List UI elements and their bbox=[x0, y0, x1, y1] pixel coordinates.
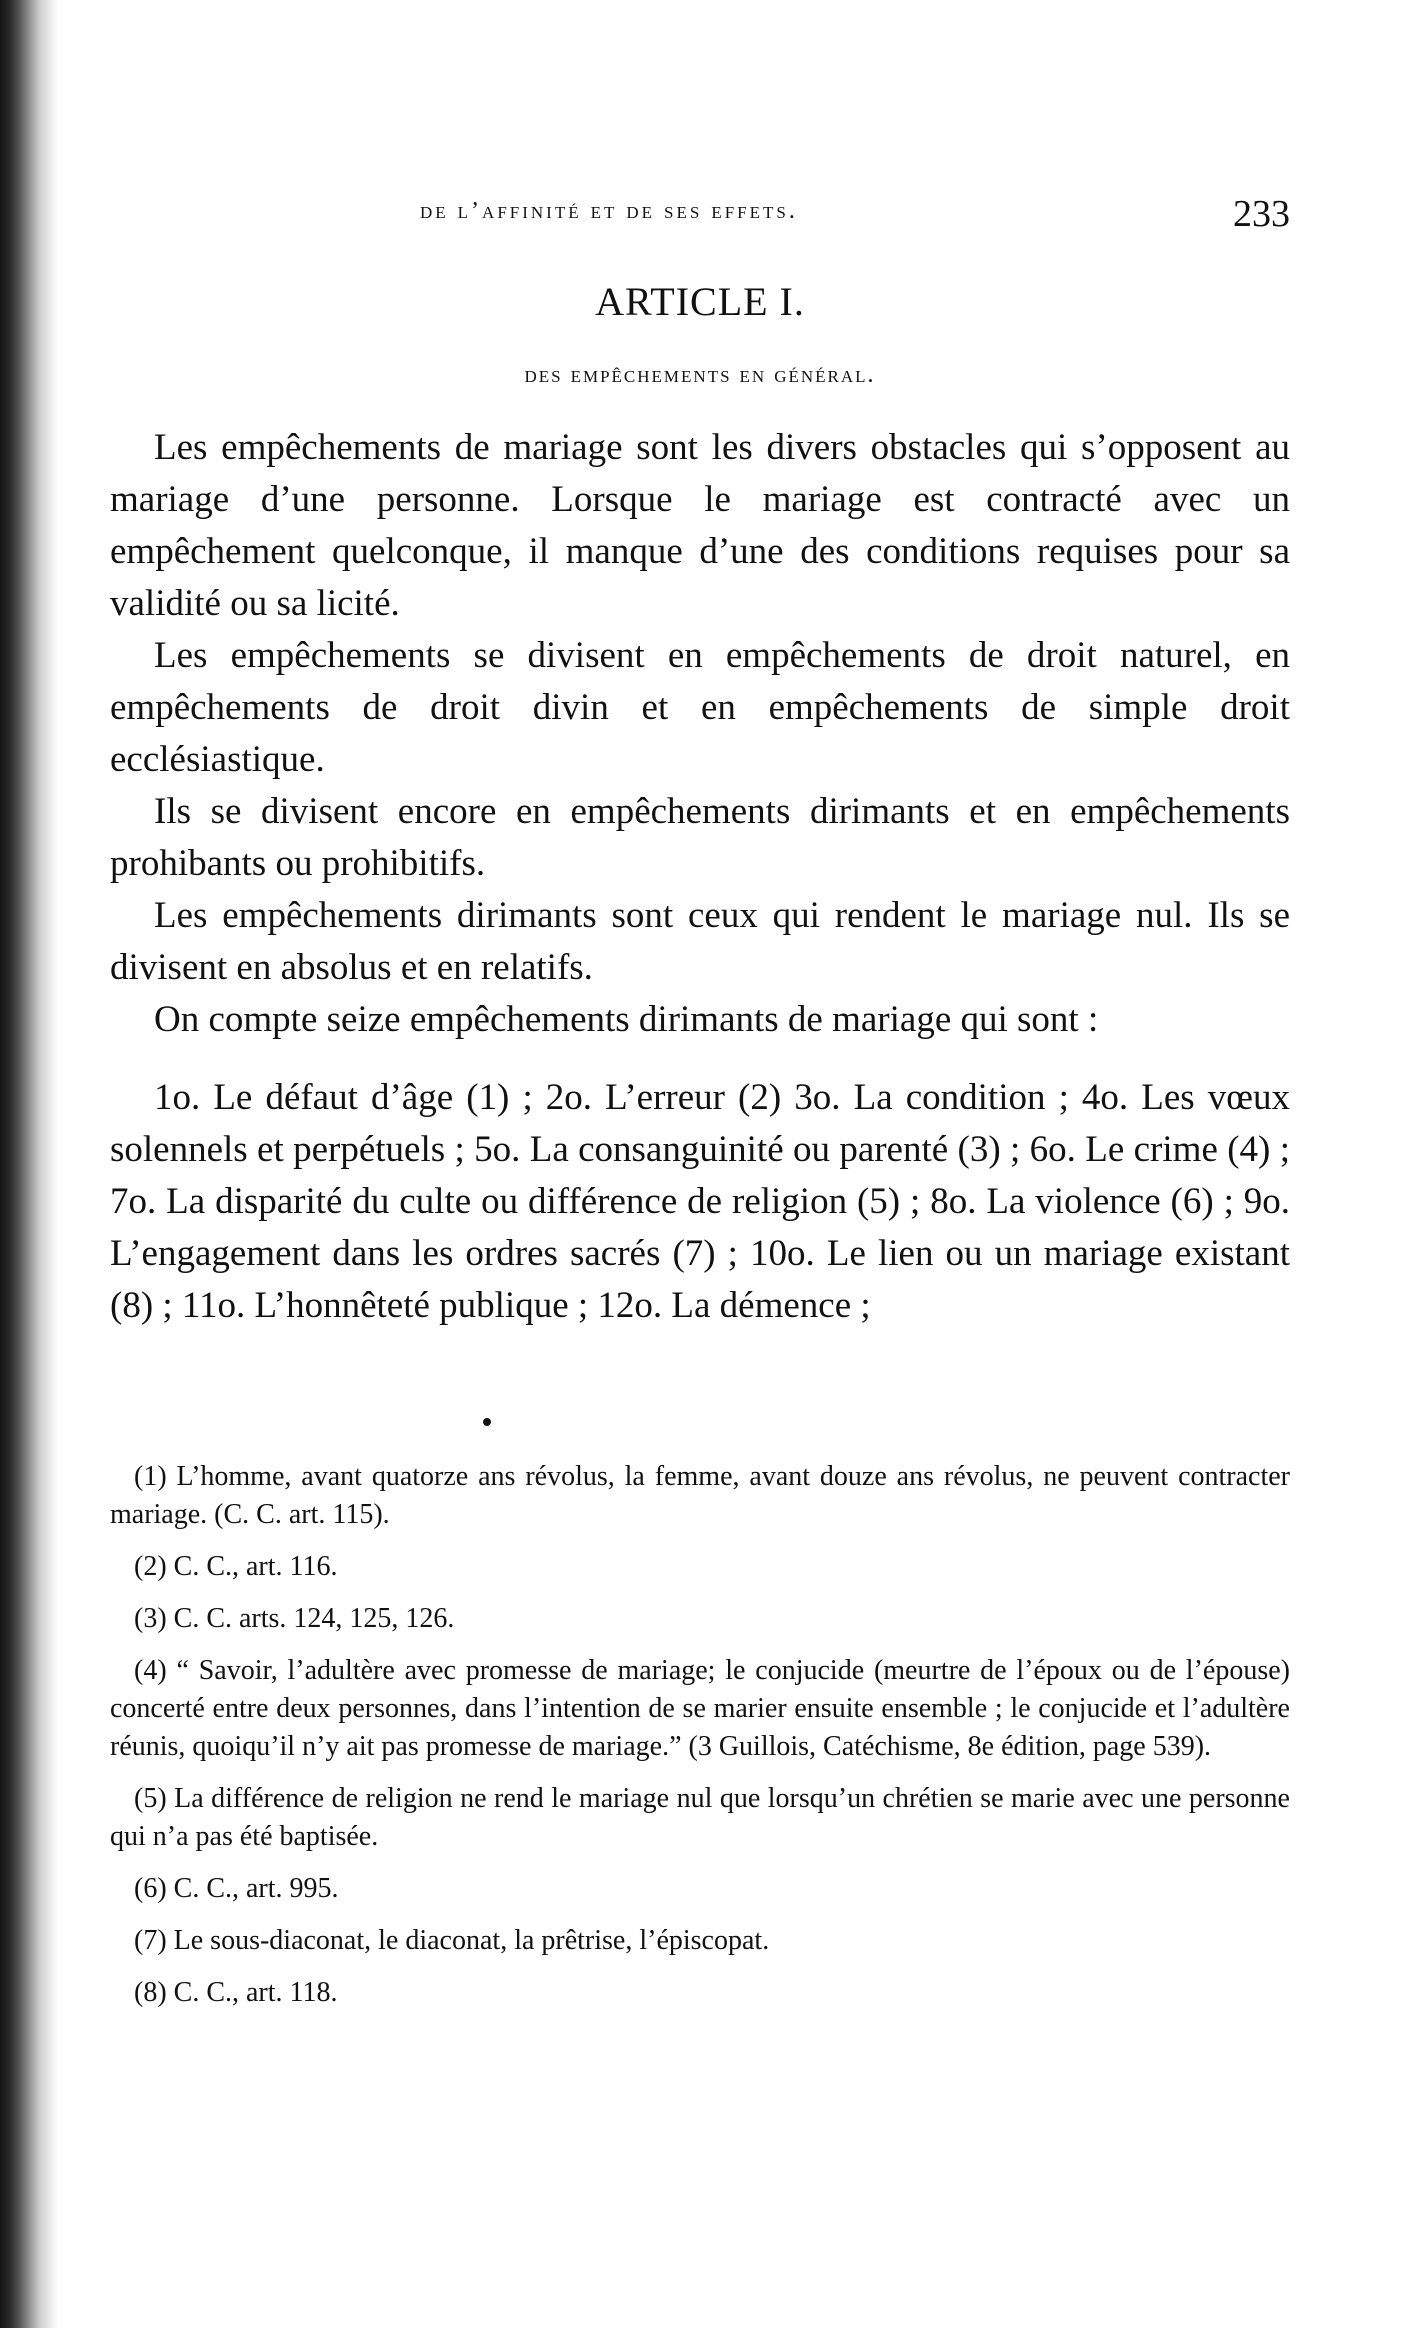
paragraph: Les empêchements de mariage sont les divers obstacles qui s’opposent au mariage d’une personne. Lorsque le mariage est contracté avec un empêchement quelconque, il manque d’une des conditions requises pour sa validité ou sa licité. bbox=[110, 427, 1290, 624]
running-title: de l’affinité et de ses effets. bbox=[420, 198, 798, 224]
footnote: (1) L’homme, avant quatorze ans révolus, la femme, avant douze ans révolus, ne peuvent contracter mariage. (C. C. art. 115). bbox=[110, 1461, 1290, 1530]
footnote: (4) “ Savoir, l’adultère avec promesse de mariage; le conjucide (meurtre de l’époux ou de l’épouse) concerté entre deux personnes, dans l’intention de se marier ensuite ensemble ; le conjucide et l’adultère réunis, quoiqu’il n’y ait pas promesse de mariage.” (3 Guillois, Catéchisme, 8e édition, page 539). bbox=[110, 1655, 1290, 1762]
paragraph: On compte seize empêchements dirimants de mariage qui sont : bbox=[154, 999, 1099, 1040]
article-heading: ARTICLE I. bbox=[595, 279, 805, 324]
page-number: 233 bbox=[1233, 193, 1290, 235]
footnote: (2) C. C., art. 116. bbox=[134, 1551, 338, 1582]
footnotes bbox=[110, 1458, 1290, 2026]
body-text bbox=[110, 422, 1290, 1332]
footnote: (5) La différence de religion ne rend le mariage nul que lorsqu’un chrétien se marie avec une personne qui n’a pas été baptisée. bbox=[110, 1783, 1290, 1852]
running-head bbox=[110, 192, 1290, 235]
paragraph: Les empêchements se divisent en empêchements de droit naturel, en empêchements de droit divin et en empêchements de simple droit ecclésiastique. bbox=[110, 635, 1290, 780]
footnote: (3) C. C. arts. 124, 125, 126. bbox=[134, 1603, 455, 1634]
page-binding-shadow bbox=[0, 0, 58, 2328]
paragraph: Les empêchements dirimants sont ceux qui rendent le mariage nul. Ils se divisent en absolus et en relatifs. bbox=[110, 895, 1290, 988]
ink-dot bbox=[483, 1418, 491, 1426]
footnote: (6) C. C., art. 995. bbox=[134, 1873, 339, 1904]
footnote: (7) Le sous-diaconat, le diaconat, la prêtrise, l’épiscopat. bbox=[134, 1925, 770, 1956]
section-heading: des empêchements en général. bbox=[524, 362, 876, 388]
book-page bbox=[110, 0, 1290, 2328]
footnote: (8) C. C., art. 118. bbox=[134, 1977, 338, 2008]
paragraph: Ils se divisent encore en empêchements dirimants et en empêchements prohibants ou prohibitifs. bbox=[110, 791, 1290, 884]
impediments-list-paragraph: 1o. Le défaut d’âge (1) ; 2o. L’erreur (2) 3o. La condition ; 4o. Les vœux solennels et perpétuels ; 5o. La consanguinité ou parenté (3) ; 6o. Le crime (4) ; 7o. La disparité du culte ou différence de religion (5) ; 8o. La violence (6) ; 9o. L’engagement dans les ordres sacrés (7) ; 10o. Le lien ou un mariage existant (8) ; 11o. L’honnêteté publique ; 12o. La démence ; bbox=[110, 1077, 1290, 1326]
